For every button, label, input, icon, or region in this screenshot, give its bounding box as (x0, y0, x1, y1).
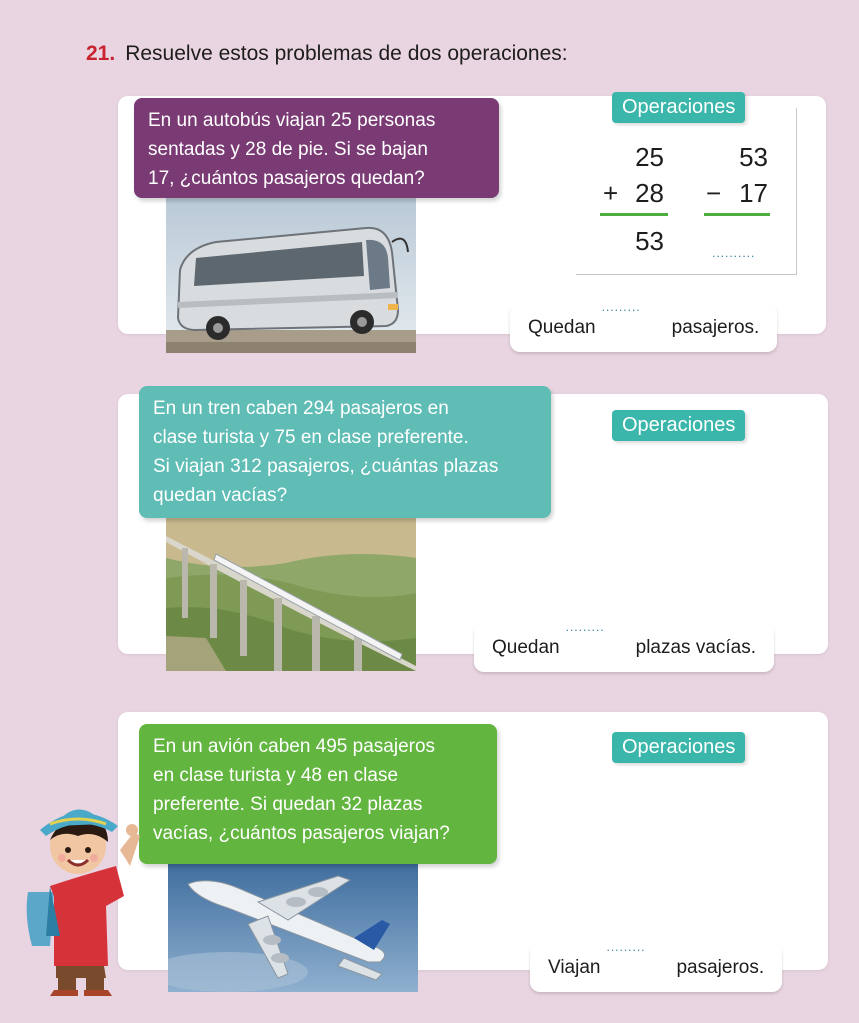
op2-top-number: 53 (739, 142, 768, 172)
question-line: Si viajan 312 pasajeros, ¿cuántas plazas (153, 456, 499, 477)
problem-2-question (139, 386, 551, 518)
operations-label: Operaciones (612, 92, 745, 123)
train-photo (166, 518, 416, 671)
question-line: clase turista y 75 en clase preferente. (153, 427, 469, 448)
operations-label: Operaciones (612, 410, 745, 441)
op1-plus-sign: + (603, 178, 619, 208)
op2-bottom-number: 17 (739, 178, 768, 208)
op1-bottom-number: 28 (635, 178, 664, 208)
exercise-header (86, 42, 568, 66)
answer-suffix: plazas vacías. (635, 637, 757, 658)
op2-result-blank[interactable]: .......... (712, 246, 756, 260)
question-line: En un avión caben 495 pasajeros (153, 736, 436, 757)
question-line: quedan vacías? (153, 485, 288, 506)
question-line: En un autobús viajan 25 personas (148, 110, 436, 131)
question-line: en clase turista y 48 en clase (153, 765, 399, 786)
answer-suffix: pasajeros. (671, 317, 760, 338)
problem-1-question (134, 98, 499, 198)
answer-prefix: Quedan (492, 637, 560, 658)
op2-result-line (704, 213, 770, 216)
op2-minus-sign: − (706, 178, 722, 208)
child-mascot-illustration (20, 796, 140, 996)
answer-prefix: Viajan (548, 957, 601, 978)
bus-photo (166, 192, 416, 353)
question-line: En un tren caben 294 pasajeros en (153, 398, 449, 419)
question-line: vacías, ¿cuántos pasajeros viajan? (153, 823, 450, 844)
op1-result-line (600, 213, 668, 216)
question-line: sentadas y 28 de pie. Si se bajan (148, 139, 428, 160)
question-line: 17, ¿cuántos pasajeros quedan? (148, 168, 425, 189)
problem-1-answer (510, 304, 777, 352)
operations-label: Operaciones (612, 732, 745, 763)
problem-3-answer (530, 944, 782, 992)
problem-3-question (139, 724, 497, 864)
answer-suffix: pasajeros. (676, 957, 765, 978)
problem-2-answer (474, 624, 774, 672)
op1-result: 53 (635, 226, 664, 256)
op1-top-number: 25 (635, 142, 664, 172)
question-line: preferente. Si quedan 32 plazas (153, 794, 423, 815)
exercise-number: 21. (86, 42, 116, 65)
airplane-photo (168, 862, 418, 992)
exercise-instruction: Resuelve estos problemas de dos operaciones: (125, 42, 568, 65)
answer-prefix: Quedan (528, 317, 596, 338)
